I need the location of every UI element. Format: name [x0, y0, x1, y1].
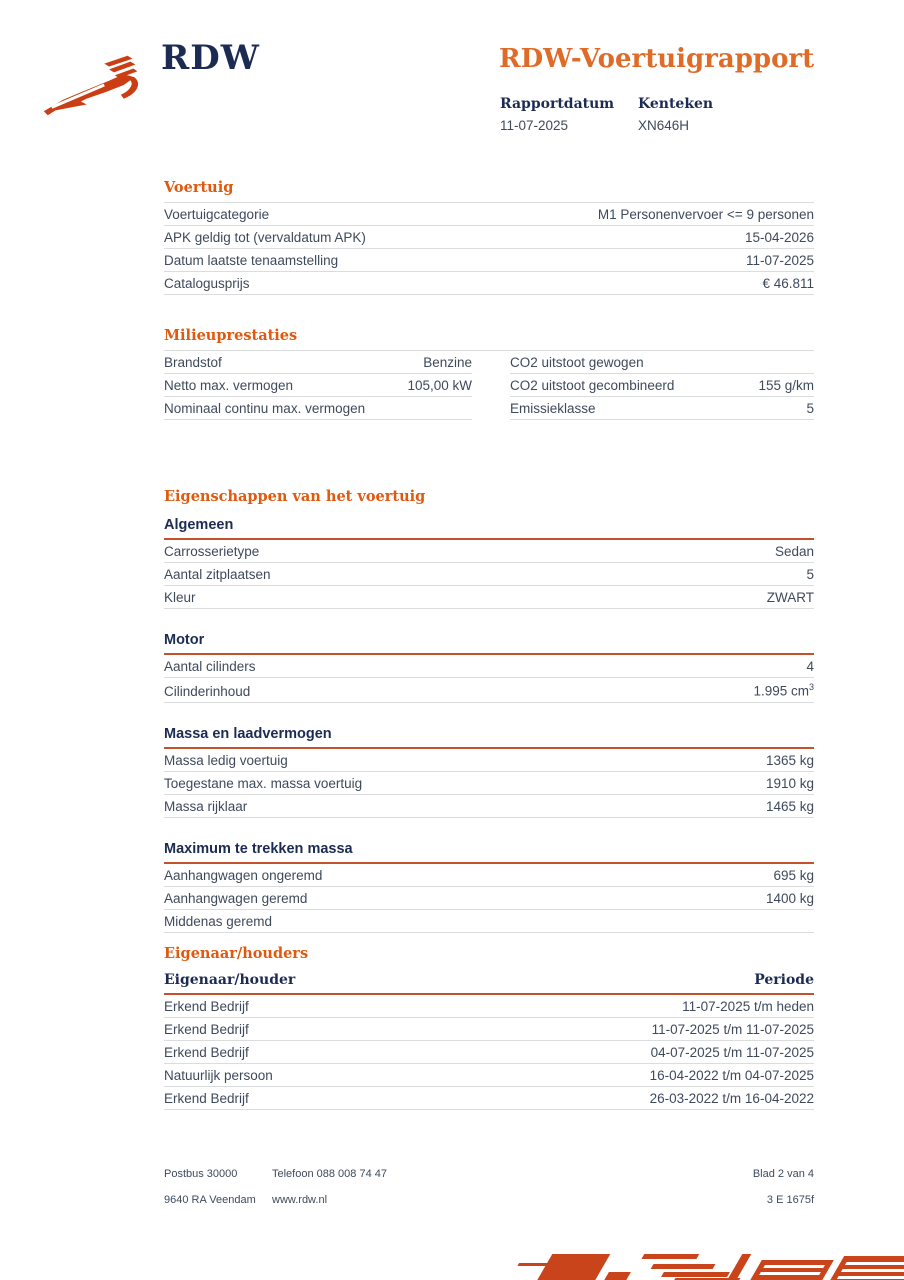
footer-contact [272, 1168, 753, 1206]
milieu-left-column [164, 351, 472, 420]
subsection-heading: Maximum te trekken massa [164, 841, 814, 864]
row-value: Sedan [774, 544, 814, 559]
page-footer [164, 1168, 814, 1206]
section-heading: Eigenschappen van het voertuig [164, 488, 426, 505]
table-row [164, 563, 814, 586]
row-label: Emissieklasse [510, 401, 596, 416]
row-value: 4 [806, 659, 814, 674]
footer-doc-code: 3 E 1675f [766, 1194, 814, 1206]
row-label: Aantal cilinders [164, 659, 256, 674]
row-value: 155 g/km [758, 378, 814, 393]
subsection-heading: Massa en laadvermogen [164, 726, 814, 749]
section-heading: Eigenaar/houders [164, 945, 309, 962]
row-label: Massa rijklaar [164, 798, 248, 814]
rdw-feather-icon [38, 50, 150, 120]
row-label: Netto max. vermogen [164, 378, 294, 393]
row-label: Erkend Bedrijf [164, 999, 249, 1014]
row-label: CO2 uitstoot gecombineerd [510, 378, 675, 393]
table-row [164, 864, 814, 887]
row-label: Massa ledig voertuig [164, 752, 288, 768]
row-value: 11-07-2025 [745, 253, 814, 268]
row-label: Erkend Bedrijf [164, 1045, 249, 1060]
footer-phone: Telefoon 088 008 74 47 [272, 1168, 387, 1180]
row-label: Kleur [164, 590, 196, 605]
section-eigenaar-houders [164, 945, 814, 1110]
table-row [164, 351, 472, 374]
row-label: Aanhangwagen ongeremd [164, 867, 323, 883]
section-heading: Voertuig [164, 179, 814, 203]
table-row [164, 397, 472, 420]
row-value: 105,00 kW [407, 378, 472, 393]
table-row [164, 540, 814, 563]
section-milieuprestaties [164, 327, 814, 420]
column-header-eigenaar: Eigenaar/houder [164, 972, 296, 988]
table-row [164, 678, 814, 703]
row-value: 5 [806, 401, 814, 416]
table-row [510, 351, 814, 374]
row-label: Catalogusprijs [164, 276, 250, 291]
row-value: 5 [806, 567, 814, 582]
table-row [510, 374, 814, 397]
row-value: 16-04-2022 t/m 04-07-2025 [649, 1068, 814, 1083]
row-label: Brandstof [164, 355, 222, 370]
footer-page-number: Blad 2 van 4 [752, 1168, 814, 1180]
column-header-periode: Periode [754, 972, 814, 988]
subsection-heading: Motor [164, 632, 814, 655]
row-value: 11-07-2025 t/m 11-07-2025 [651, 1022, 814, 1037]
section-heading: Milieuprestaties [164, 327, 814, 351]
column-gap [472, 351, 510, 420]
row-value: 1400 kg [765, 890, 814, 906]
milieu-columns [164, 351, 814, 420]
table-row [510, 397, 814, 420]
rapportdatum-value: 11-07-2025 [500, 118, 569, 133]
table-row [164, 887, 814, 910]
table-row [164, 1041, 814, 1064]
subsection-heading: Algemeen [164, 517, 814, 540]
row-label: Toegestane max. massa voertuig [164, 775, 363, 791]
table-row [164, 1087, 814, 1110]
footer-pageinfo [753, 1168, 814, 1206]
rdw-logo-text: RDW [161, 38, 260, 78]
section-eigenschappen [164, 488, 814, 933]
row-value: 04-07-2025 t/m 11-07-2025 [650, 1045, 814, 1060]
row-label: Erkend Bedrijf [164, 1091, 249, 1106]
row-label: Natuurlijk persoon [164, 1068, 273, 1083]
milieu-right-column [510, 351, 814, 420]
footer-address-line1: Postbus 30000 [164, 1168, 238, 1180]
table-row [164, 1064, 814, 1087]
footer-address [164, 1168, 272, 1206]
row-value: Benzine [423, 355, 472, 370]
row-label: Carrosserietype [164, 544, 260, 559]
table-row [164, 203, 814, 226]
row-value: 15-04-2026 [744, 230, 814, 245]
row-value: 1365 kg [765, 752, 814, 768]
table-row [164, 586, 814, 609]
table-row [164, 249, 814, 272]
table-row [164, 226, 814, 249]
owners-table-header [164, 966, 814, 995]
rapportdatum-column [500, 96, 638, 133]
rapportdatum-label: Rapportdatum [500, 96, 615, 112]
table-row [164, 655, 814, 678]
row-label: Aanhangwagen geremd [164, 890, 308, 906]
subsection-massa [164, 726, 814, 818]
section-voertuig [164, 179, 814, 295]
row-value: 695 kg [773, 867, 814, 883]
subsection-trekken [164, 841, 814, 933]
table-row [164, 995, 814, 1018]
footer-website: www.rdw.nl [272, 1194, 328, 1206]
row-value: 1.995 $cm^3$ [753, 682, 814, 699]
footer-address-line2: 9640 RA Veendam [164, 1194, 256, 1206]
row-value: € 46.811 [762, 276, 814, 291]
row-label: Datum laatste tenaamstelling [164, 253, 339, 268]
row-value: ZWART [766, 590, 814, 605]
kenteken-value: XN646H [638, 118, 690, 133]
row-label: Middenas geremd [164, 913, 273, 929]
row-label: Aantal zitplaatsen [164, 567, 271, 582]
table-row [164, 374, 472, 397]
row-label: APK geldig tot (vervaldatum APK) [164, 230, 366, 245]
row-value: 1465 kg [765, 798, 814, 814]
rdw-stripes-art-icon [504, 1232, 904, 1280]
table-row [164, 1018, 814, 1041]
row-value: 26-03-2022 t/m 16-04-2022 [649, 1091, 814, 1106]
kenteken-label: Kenteken [638, 96, 714, 112]
row-label: Voertuigcategorie [164, 207, 270, 222]
table-row [164, 772, 814, 795]
subsection-algemeen [164, 517, 814, 609]
row-label: CO2 uitstoot gewogen [510, 355, 644, 370]
table-row [164, 795, 814, 818]
row-value: 11-07-2025 t/m heden [682, 999, 814, 1014]
row-label: Nominaal continu max. vermogen [164, 401, 366, 416]
subsection-motor [164, 632, 814, 703]
report-meta [500, 96, 776, 133]
row-label: Cilinderinhoud [164, 683, 251, 699]
table-row [164, 272, 814, 295]
table-row [164, 749, 814, 772]
row-value: 1910 kg [765, 775, 814, 791]
row-value: M1 Personenvervoer <= 9 personen [597, 207, 814, 222]
superscript: 3 [808, 682, 814, 692]
table-row [164, 910, 814, 933]
page-title: RDW-Voertuigrapport [499, 44, 815, 74]
row-label: Erkend Bedrijf [164, 1022, 249, 1037]
kenteken-column [638, 96, 776, 133]
